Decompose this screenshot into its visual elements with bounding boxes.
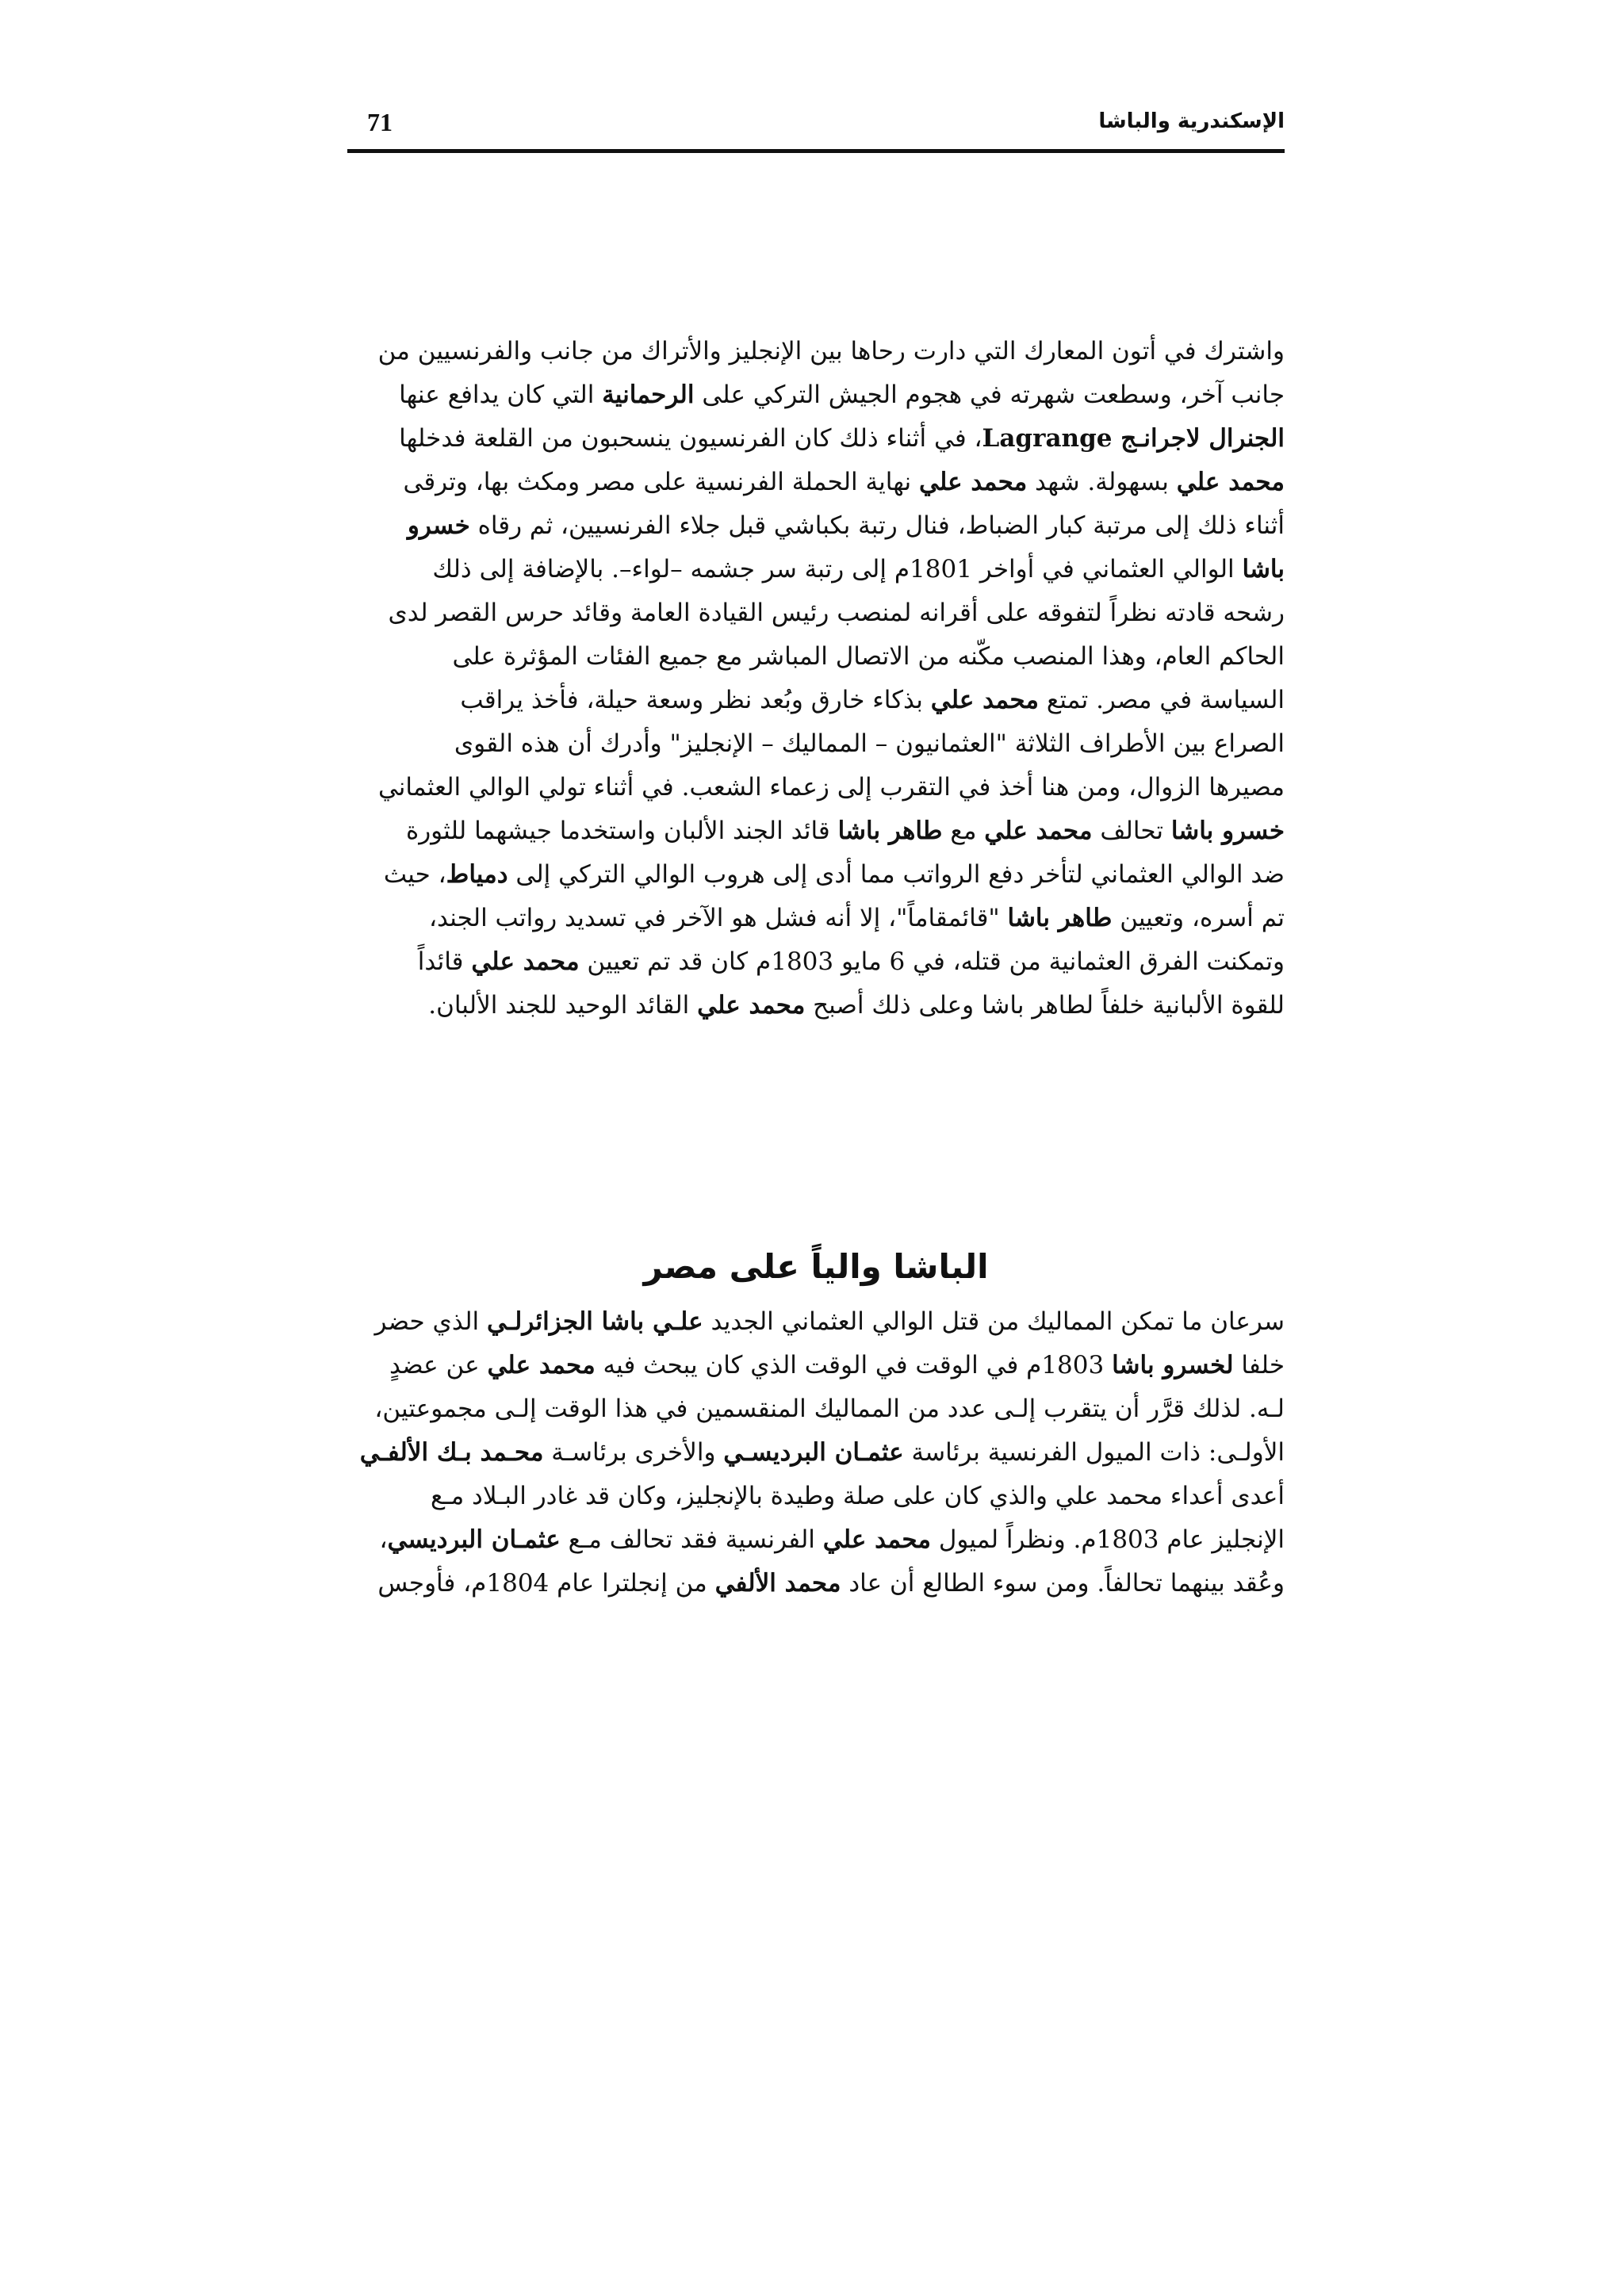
text-run: الإنجليز عام 1803م. ونظراً لميول [930, 1525, 1285, 1554]
text-run: الوالي العثماني في أواخر 1801م إلى رتبة سر جشمه –لواء–. بالإضافة إلى ذلك [432, 555, 1243, 584]
running-title: الإسكندرية والباشا [1098, 109, 1285, 133]
text-run: وعُقد بينهما تحالفاً. ومن سوء الطالع أن عاد [841, 1569, 1285, 1598]
page-number: 71 [367, 108, 393, 136]
text-run: الصراع بين الأطراف الثلاثة "العثمانيون – المماليك – الإنجليز" وأدرك أن هذه القوى [454, 729, 1285, 758]
text-run: مصيرها الزوال، ومن هنا أخذ في التقرب إلى زعماء الشعب. في أثناء تولي الوالي العثماني [377, 773, 1285, 802]
bold-term: باشا [1242, 555, 1285, 584]
paragraph-1 [347, 330, 1285, 1027]
text-run: سرعان ما تمكن المماليك من قتل الوالي العثماني الجديد [703, 1307, 1285, 1336]
text-run: ، [379, 1525, 388, 1554]
bold-term: عثمـان البرديسـي [723, 1438, 904, 1467]
bold-term: خسرو [407, 511, 470, 540]
text-line [347, 1431, 1285, 1475]
bold-term: محمد علي [918, 468, 1028, 496]
text-run: السياسة في مصر. تمتع [1038, 686, 1285, 714]
text-run: وتمكنت الفرق العثمانية من قتله، في 6 مايو 1803م كان قد تم تعيين [579, 947, 1285, 976]
bold-term: دمياط [446, 860, 508, 889]
bold-term: خسرو باشا [1170, 817, 1285, 845]
text-run: ، حيث [383, 860, 446, 889]
text-line [347, 984, 1285, 1027]
bold-term: الرحمانية [602, 381, 695, 409]
text-line [347, 853, 1285, 897]
text-run: التي كان يدافع عنها [399, 381, 603, 409]
text-line [347, 635, 1285, 679]
text-line [347, 766, 1285, 809]
text-line [347, 1475, 1285, 1518]
bold-term: طاهر باشا [1007, 904, 1113, 932]
bold-term: عثمـان البرديسي [387, 1525, 561, 1554]
bold-term: محمد الألفي [714, 1569, 841, 1598]
text-line [347, 897, 1285, 940]
text-run: جانب آخر، وسطعت شهرته في هجوم الجيش التركي على [694, 381, 1285, 409]
text-line [347, 548, 1285, 591]
text-run: عن عضدٍ [389, 1351, 488, 1380]
text-line [347, 1387, 1285, 1431]
text-run: بسهولة. شهد [1027, 468, 1177, 496]
text-run: للقوة الألبانية خلفاً لطاهر باشا وعلى ذلك أصبح [805, 991, 1285, 1020]
text-line [347, 1562, 1285, 1605]
section-heading: الباشا والياً على مصر [643, 1247, 989, 1286]
bold-term: محمد علي [930, 686, 1039, 714]
text-run: ، في أثناء ذلك كان الفرنسيون ينسحبون من القلعة فدخلها [399, 424, 982, 453]
page-header [347, 101, 1285, 153]
text-run: لـه. لذلك قرَّر أن يتقرب إلـى عدد من المماليك المنقسمين في هذا الوقت إلـى مجموعتين، [374, 1395, 1285, 1423]
text-line [347, 809, 1285, 853]
text-line [347, 461, 1285, 504]
text-run: قائداً [417, 947, 472, 976]
text-run: ضد الوالي العثماني لتأخر دفع الرواتب مما أدى إلى هروب الوالي التركي إلى [508, 860, 1285, 889]
text-run: أعدى أعداء محمد علي والذي كان على صلة وطيدة بالإنجليز، وكان قد غادر البـلاد مـع [431, 1482, 1285, 1510]
text-line [347, 330, 1285, 373]
text-line [347, 373, 1285, 417]
text-run: الأولـى: ذات الميول الفرنسية برئاسة [903, 1438, 1285, 1467]
paragraph-2 [347, 1300, 1285, 1605]
text-line [347, 1300, 1285, 1344]
text-run: 1803م في الوقت في الوقت الذي كان يبحث فيه [595, 1351, 1113, 1380]
text-line [347, 417, 1285, 461]
text-run: مع [942, 817, 985, 845]
text-run: والأخرى برئاسـة [543, 1438, 724, 1467]
text-run: الفرنسية فقد تحالف مـع [560, 1525, 823, 1554]
text-line [347, 722, 1285, 766]
text-run: "قائمقاماً"، إلا أنه فشل هو الآخر في تسديد رواتب الجند، [429, 904, 1008, 932]
bold-term: علـي باشا الجزائرلـي [487, 1307, 703, 1336]
text-run: رشحه قادته نظراً لتفوقه على أقرانه لمنصب رئيس القيادة العامة وقائد حرس القصر لدى [388, 599, 1285, 627]
text-run: القائد الوحيد للجند الألبان. [428, 991, 698, 1020]
text-run: تم أسره، وتعيين [1112, 904, 1285, 932]
bold-term: طاهر باشا [837, 817, 943, 845]
bold-term: محمد علي [984, 817, 1093, 845]
text-run: خلفا [1233, 1351, 1285, 1380]
bold-term: محمد علي [487, 1351, 596, 1380]
text-run: الذي حضر [374, 1307, 487, 1336]
text-line [347, 591, 1285, 635]
bold-term: محـمد بـك الألفـي [359, 1438, 544, 1467]
bold-term: الجنرال لاجرانـج Lagrange [982, 424, 1285, 453]
bold-term: محمد علي [697, 991, 806, 1020]
text-run: واشترك في أتون المعارك التي دارت رحاها بين الإنجليز والأتراك من جانب والفرنسيين من [377, 337, 1285, 365]
text-line [347, 504, 1285, 548]
text-line [347, 679, 1285, 722]
text-run: الحاكم العام، وهذا المنصب مكّنه من الاتصال المباشر مع جميع الفئات المؤثرة على [452, 642, 1285, 671]
text-run: بذكاء خارق وبُعد نظر وسعة حيلة، فأخذ يراقب [460, 686, 931, 714]
text-run: من إنجلترا عام 1804م، فأوجس [377, 1569, 715, 1598]
text-line [347, 940, 1285, 984]
text-line [347, 1344, 1285, 1387]
text-run: قائد الجند الألبان واستخدما جيشهما للثورة [405, 817, 838, 845]
bold-term: محمد علي [822, 1525, 931, 1554]
bold-term: لخسرو باشا [1112, 1351, 1234, 1380]
text-run: تحالف [1092, 817, 1171, 845]
text-run: أثناء ذلك إلى مرتبة كبار الضباط، فنال رتبة بكباشي قبل جلاء الفرنسيين، ثم رقاه [469, 511, 1285, 540]
text-line [347, 1518, 1285, 1562]
text-run: نهاية الحملة الفرنسية على مصر ومكث بها، وترقى [403, 468, 919, 496]
bold-term: محمد علي [471, 947, 580, 976]
bold-term: محمد علي [1176, 468, 1285, 496]
